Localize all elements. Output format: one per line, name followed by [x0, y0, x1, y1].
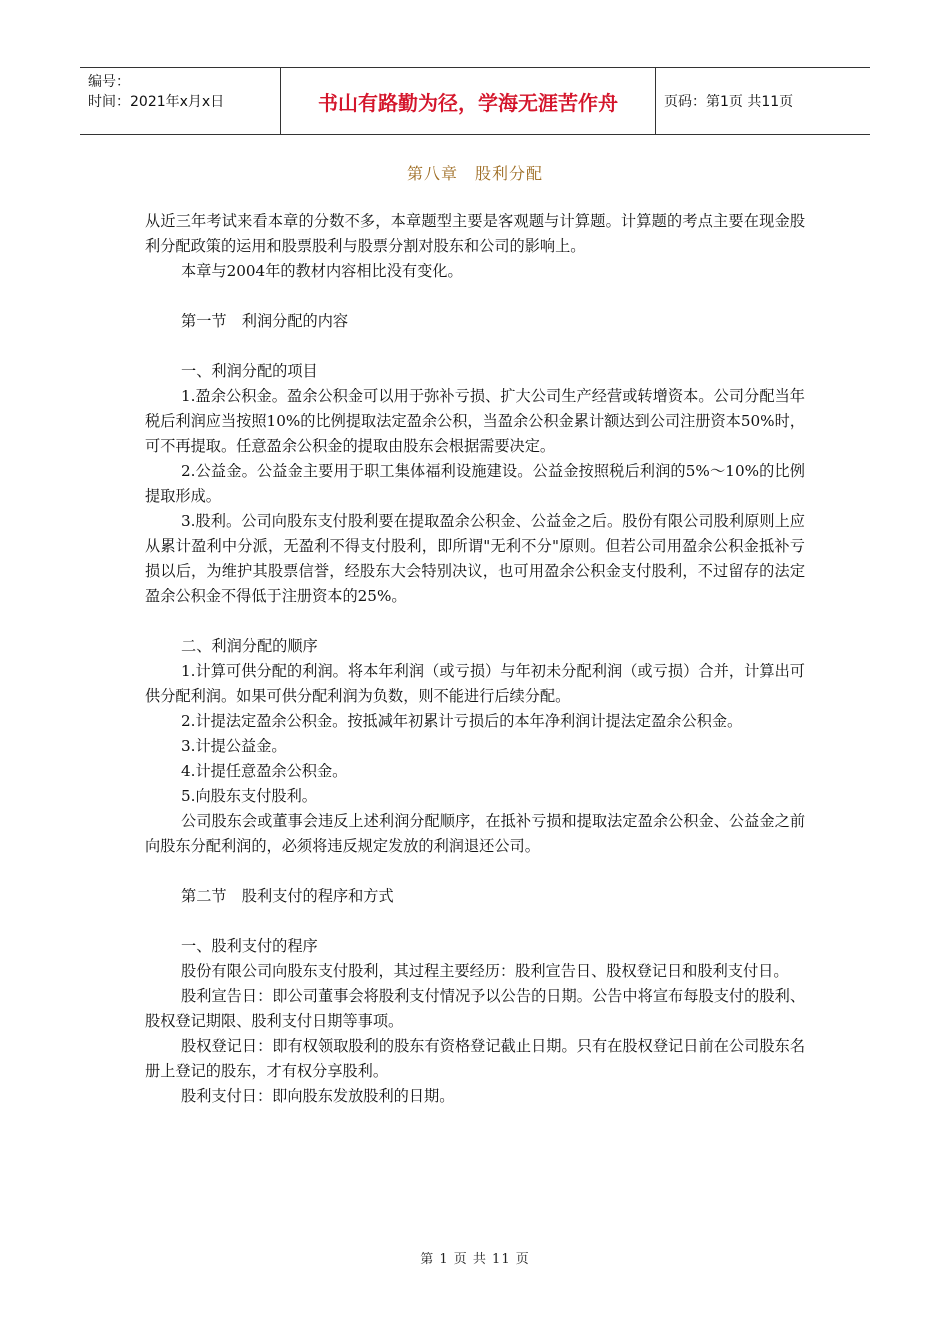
header-table — [80, 67, 870, 135]
subsection-heading: 二、利润分配的顺序 — [181, 637, 318, 655]
page-footer: 第 1 页 共 11 页 — [420, 1252, 530, 1267]
intro-paragraph: 从近三年考试来看本章的分数不多，本章题型主要是客观题与计算题。计算题的考点主要在现金股利分配政策的运用和股票股利与股票分割对股东和公司的影响上。 — [145, 212, 805, 255]
paragraph: 公司股东会或董事会违反上述利润分配顺序，在抵补亏损和提取法定盈余公积金、公益金之前向股东分配利润的，必须将违反规定发放的利润退还公司。 — [145, 812, 805, 855]
number-label: 编号： — [88, 74, 130, 90]
paragraph: 3.计提公益金。 — [181, 737, 287, 755]
chapter-title: 第八章 股利分配 — [406, 164, 543, 183]
paragraph: 1.计算可供分配的利润。将本年利润（或亏损）与年初未分配利润（或亏损）合并，计算出可供分配利润。如果可供分配利润为负数，则不能进行后续分配。 — [145, 662, 805, 705]
paragraph: 4.计提任意盈余公积金。 — [181, 762, 348, 780]
paragraph: 2.计提法定盈余公积金。按抵减年初累计亏损后的本年净利润计提法定盈余公积金。 — [181, 712, 743, 730]
page-info: 页码：第1页 共11页 — [664, 94, 794, 110]
paragraph: 股份有限公司向股东支付股利，其过程主要经历：股利宣告日、股权登记日和股利支付日。 — [181, 962, 789, 980]
paragraph: 2.公益金。公益金主要用于职工集体福利设施建设。公益金按照税后利润的5%～10%的比例提取形成。 — [145, 462, 805, 505]
paragraph: 股利宣告日：即公司董事会将股利支付情况予以公告的日期。公告中将宣布每股支付的股利、股权登记期限、股利支付日期等事项。 — [145, 987, 805, 1030]
paragraph: 本章与2004年的教材内容相比没有变化。 — [181, 262, 463, 280]
document-body — [145, 209, 805, 1109]
section-heading: 第二节 股利支付的程序和方式 — [181, 887, 394, 905]
paragraph: 1.盈余公积金。盈余公积金可以用于弥补亏损、扩大公司生产经营或转增资本。公司分配当年税后利润应当按照10%的比例提取法定盈余公积，当盈余公积金累计额达到公司注册资本50%时，可不再提取。任意盈余公积金的提取由股东会根据需要决定。 — [145, 387, 805, 455]
paragraph: 5.向股东支付股利。 — [181, 787, 317, 805]
header-left-cell — [80, 68, 281, 134]
time-label: 时间：2021年x月x日 — [88, 94, 225, 110]
subsection-heading: 一、利润分配的项目 — [181, 362, 318, 380]
paragraph: 股权登记日：即有权领取股利的股东有资格登记截止日期。只有在股权登记日前在公司股东名册上登记的股东，才有权分享股利。 — [145, 1037, 805, 1080]
paragraph: 3.股利。公司向股东支付股利要在提取盈余公积金、公益金之后。股份有限公司股利原则上应从累计盈利中分派，无盈利不得支付股利，即所谓"无利不分"原则。但若公司用盈余公积金抵补亏损以后，为维护其股票信誉，经股东大会特别决议，也可用盈余公积金支付股利，不过留存的法定盈余公积金不得低于注册资本的25%。 — [145, 512, 805, 605]
section-heading: 第一节 利润分配的内容 — [181, 312, 349, 330]
paragraph: 股利支付日：即向股东发放股利的日期。 — [181, 1087, 455, 1105]
motto: 书山有路勤为径，学海无涯苦作舟 — [281, 68, 656, 134]
subsection-heading: 一、股利支付的程序 — [181, 937, 318, 955]
